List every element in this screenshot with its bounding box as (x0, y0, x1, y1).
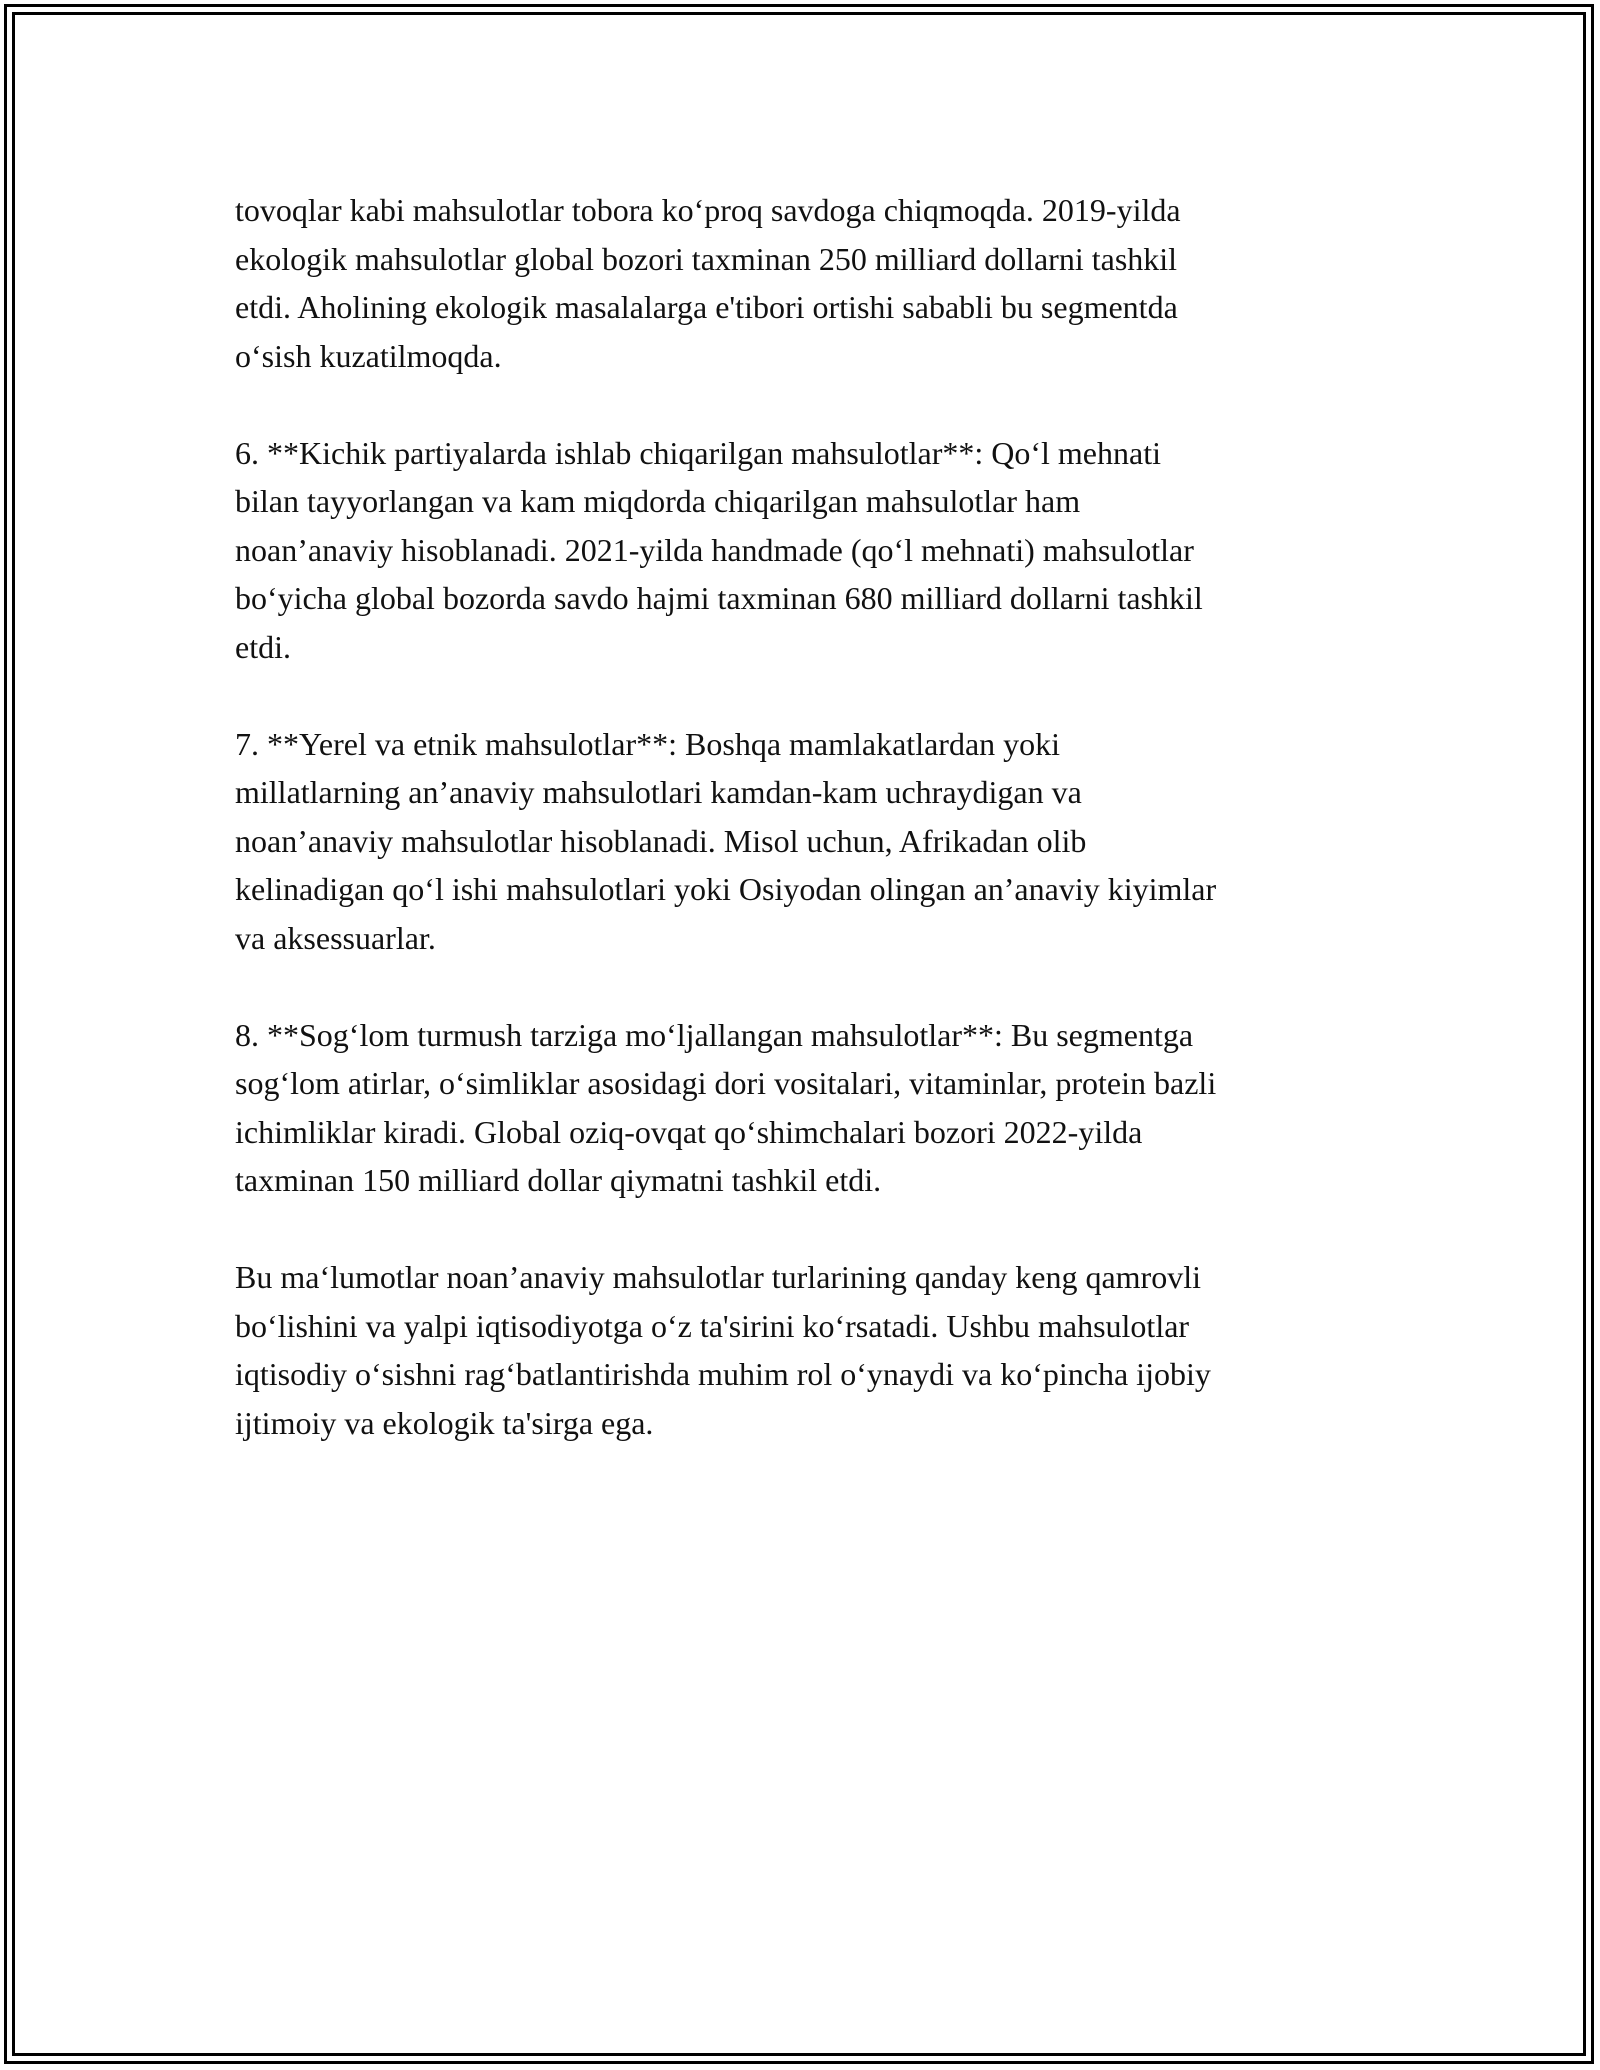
text-line: ekologik mahsulotlar global bozori taxminan 250 milliard dollarni tashkil (235, 240, 1178, 277)
text-line: sog‘lom atirlar, o‘simliklar asosidagi dori vositalari, vitaminlar, protein bazli (235, 1065, 1217, 1101)
document-body (235, 186, 1375, 1496)
text-line: Bu ma‘lumotlar noan’anaviy mahsulotlar turlarining qanday keng qamrovli (235, 1259, 1201, 1295)
text-line: kelinadigan qo‘l ishi mahsulotlari yoki Osiyodan olingan an’anaviy kiyimlar (235, 871, 1217, 907)
text-line: va aksessuarlar. (235, 919, 436, 956)
text-line: tovoqlar kabi mahsulotlar tobora ko‘proq savdoga chiqmoqda. 2019-yilda (235, 192, 1181, 228)
text-line: bilan tayyorlangan va kam miqdorda chiqarilgan mahsulotlar ham (235, 483, 1081, 519)
text-line: bo‘lishini va yalpi iqtisodiyotga o‘z ta'sirini ko‘rsatadi. Ushbu mahsulotlar (235, 1307, 1190, 1344)
paragraph-conclusion (235, 1253, 1375, 1447)
text-line: iqtisodiy o‘sishni rag‘batlantirishda muhim rol o‘ynaydi va ko‘pincha ijobiy (235, 1356, 1211, 1392)
text-line: ijtimoiy va ekologik ta'sirga ega. (235, 1404, 654, 1441)
text-line: noan’anaviy mahsulotlar hisoblanadi. Misol uchun, Afrikadan olib (235, 822, 1087, 859)
paragraph-ecological-products (235, 186, 1375, 380)
text-line: 6. **Kichik partiyalarda ishlab chiqarilgan mahsulotlar**: Qo‘l mehnati (235, 434, 1161, 471)
text-line: millatlarning an’anaviy mahsulotlari kamdan-kam uchraydigan va (235, 774, 1082, 810)
text-line: noan’anaviy hisoblanadi. 2021-yilda handmade (qo‘l mehnati) mahsulotlar (235, 531, 1194, 568)
text-line: taxminan 150 milliard dollar qiymatni tashkil etdi. (235, 1162, 882, 1198)
text-line: ichimliklar kiradi. Global oziq-ovqat qo‘shimchalari bozori 2022-yilda (235, 1113, 1143, 1150)
text-line: 8. **Sog‘lom turmush tarziga mo‘ljallangan mahsulotlar**: Bu segmentga (235, 1016, 1194, 1053)
text-line: o‘sish kuzatilmoqda. (235, 337, 502, 374)
paragraph-small-batch-products (235, 429, 1375, 672)
paragraph-healthy-lifestyle-products (235, 1011, 1375, 1205)
paragraph-local-ethnic-products (235, 720, 1375, 963)
text-line: etdi. (235, 628, 291, 665)
text-line: bo‘yicha global bozorda savdo hajmi taxminan 680 milliard dollarni tashkil (235, 580, 1203, 616)
text-line: etdi. Aholining ekologik masalalarga e'tibori ortishi sababli bu segmentda (235, 289, 1178, 325)
text-line: 7. **Yerel va etnik mahsulotlar**: Boshqa mamlakatlardan yoki (235, 725, 1061, 762)
